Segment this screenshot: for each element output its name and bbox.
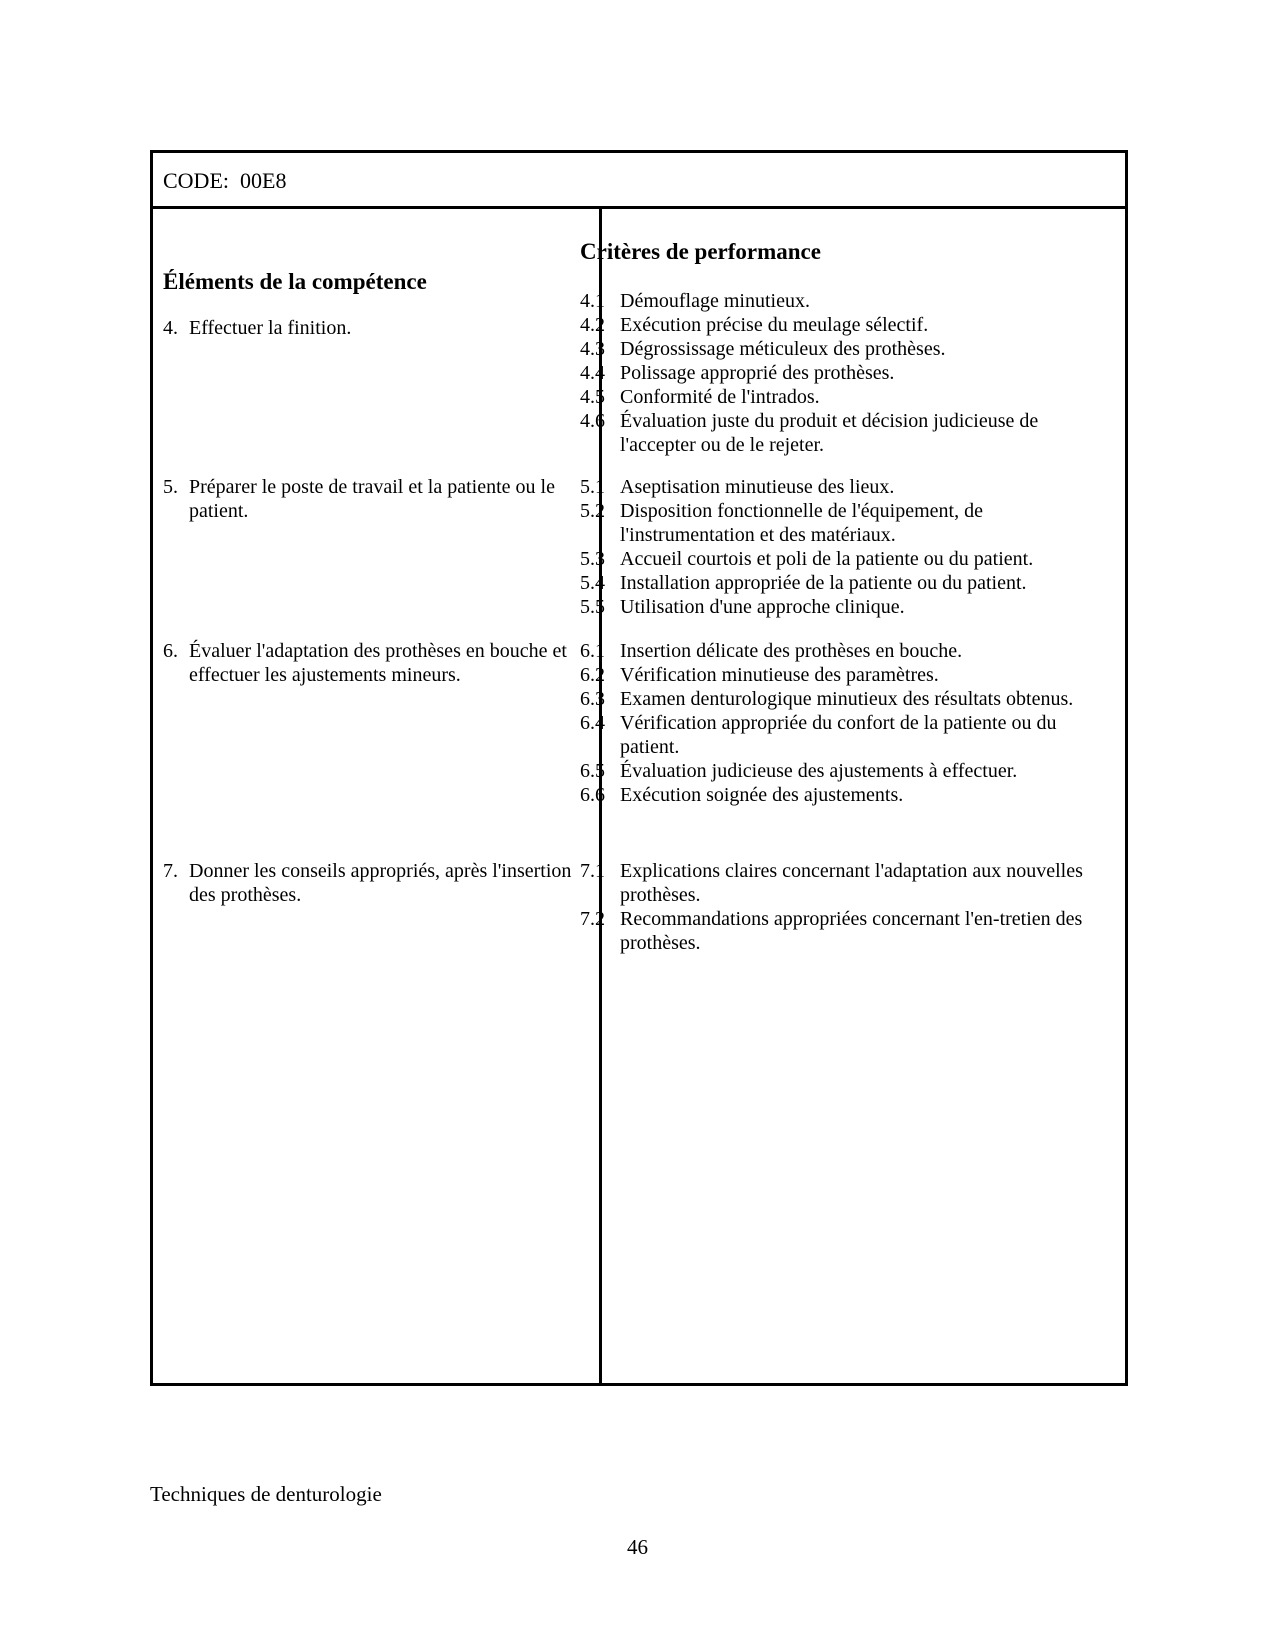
criterion-text: Dégrossissage méticuleux des prothèses. — [620, 338, 946, 360]
criterion-number: 5.4 — [580, 572, 605, 594]
criterion — [580, 313, 1090, 337]
criterion-number: 4.5 — [580, 386, 605, 408]
criterion-text: Examen denturologique minutieux des résultats obtenus. — [620, 688, 1074, 710]
criterion — [580, 595, 1090, 619]
criterion-text: Explications claires concernant l'adaptation aux nouvelles prothèses. — [620, 860, 1083, 906]
criterion — [580, 547, 1090, 571]
criterion — [580, 783, 1090, 807]
criterion-text: Utilisation d'une approche clinique. — [620, 596, 905, 618]
criterion-number: 4.4 — [580, 362, 605, 384]
criterion — [580, 571, 1090, 595]
criterion-number: 5.5 — [580, 596, 605, 618]
criterion-number: 5.3 — [580, 548, 605, 570]
criterion-number: 5.2 — [580, 500, 605, 522]
criterion — [580, 859, 1090, 907]
criterion — [580, 499, 1090, 547]
criterion-number: 6.6 — [580, 784, 605, 806]
criterion-text: Disposition fonctionnelle de l'équipement, de l'instrumentation et des matériaux. — [620, 500, 983, 546]
criterion-text: Aseptisation minutieuse des lieux. — [620, 476, 895, 498]
criterion-number: 6.1 — [580, 640, 605, 662]
criterion-number: 7.2 — [580, 908, 605, 930]
criterion-number: 5.1 — [580, 476, 605, 498]
criterion — [580, 759, 1090, 783]
criterion-number: 6.2 — [580, 664, 605, 686]
element-number: 6. — [163, 640, 178, 662]
code-row — [153, 153, 1125, 209]
code-value: 00E8 — [240, 168, 287, 193]
criterion-text: Recommandations appropriées concernant l'en-tretien des prothèses. — [620, 908, 1083, 954]
criterion — [580, 385, 1090, 409]
criterion-number: 4.6 — [580, 410, 605, 432]
criterion-text: Accueil courtois et poli de la patiente ou du patient. — [620, 548, 1034, 570]
criteria-heading: Critères de performance — [580, 239, 821, 264]
element-number: 7. — [163, 860, 178, 882]
element-text: Évaluer l'adaptation des prothèses en bouche et effectuer les ajustements mineurs. — [189, 640, 567, 686]
criterion — [580, 409, 1090, 457]
criterion-text: Vérification minutieuse des paramètres. — [620, 664, 939, 686]
criterion-number: 6.4 — [580, 712, 605, 734]
criterion-number: 6.5 — [580, 760, 605, 782]
criterion — [580, 361, 1090, 385]
criterion — [580, 639, 1090, 663]
criterion-number: 4.3 — [580, 338, 605, 360]
criterion-text: Installation appropriée de la patiente ou du patient. — [620, 572, 1027, 594]
criterion — [580, 663, 1090, 687]
criterion — [580, 687, 1090, 711]
criterion — [580, 337, 1090, 361]
element-number: 4. — [163, 317, 178, 339]
code-label: CODE: — [163, 168, 229, 193]
elements-heading: Éléments de la compétence — [163, 269, 427, 294]
element-6 — [163, 639, 597, 687]
criterion-text: Conformité de l'intrados. — [620, 386, 820, 408]
criterion-text: Évaluation juste du produit et décision judicieuse de l'accepter ou de le rejeter. — [620, 410, 1039, 456]
criterion-text: Évaluation judicieuse des ajustements à effectuer. — [620, 760, 1018, 782]
criterion-text: Exécution précise du meulage sélectif. — [620, 314, 929, 336]
element-number: 5. — [163, 476, 178, 498]
element-7 — [163, 859, 597, 907]
criteria-group-6 — [580, 639, 1090, 807]
criterion — [580, 907, 1090, 955]
criterion-number: 4.1 — [580, 290, 605, 312]
footer-title: Techniques de denturologie — [150, 1482, 382, 1506]
criterion-text: Démouflage minutieux. — [620, 290, 810, 312]
criterion-number: 7.1 — [580, 860, 605, 882]
criterion — [580, 475, 1090, 499]
criteria-group-5 — [580, 475, 1090, 619]
competency-table — [150, 150, 1128, 1386]
element-5 — [163, 475, 597, 523]
criterion-text: Polissage approprié des prothèses. — [620, 362, 895, 384]
criterion — [580, 289, 1090, 313]
criteria-group-7 — [580, 859, 1090, 955]
criterion-number: 4.2 — [580, 314, 605, 336]
page-number: 46 — [627, 1535, 648, 1559]
criterion-text: Vérification appropriée du confort de la patiente ou du patient. — [620, 712, 1057, 758]
criterion — [580, 711, 1090, 759]
element-text: Donner les conseils appropriés, après l'insertion des prothèses. — [189, 860, 572, 906]
criterion-text: Insertion délicate des prothèses en bouche. — [620, 640, 963, 662]
element-text: Préparer le poste de travail et la patiente ou le patient. — [189, 476, 555, 522]
criterion-text: Exécution soignée des ajustements. — [620, 784, 904, 806]
criteria-group-4 — [580, 289, 1090, 457]
element-text: Effectuer la finition. — [189, 317, 352, 339]
element-4 — [163, 316, 597, 340]
criterion-number: 6.3 — [580, 688, 605, 710]
